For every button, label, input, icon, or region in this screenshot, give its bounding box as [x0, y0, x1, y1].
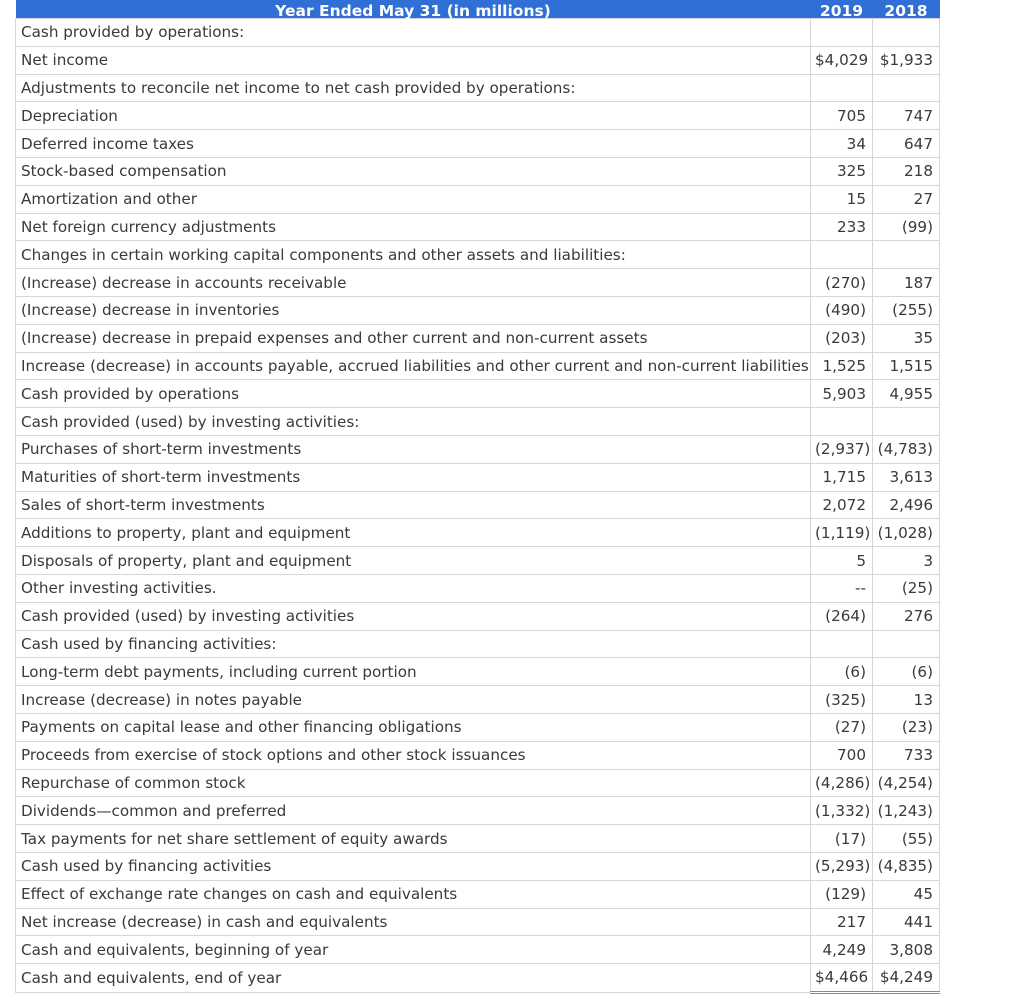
- value-2019: (129): [811, 880, 873, 908]
- table-row: [16, 741, 940, 769]
- value-2018: $1,933: [873, 46, 940, 74]
- row-label: Cash provided by operations:: [16, 19, 811, 47]
- cash-flow-table: [15, 0, 940, 994]
- value-2019: 325: [811, 157, 873, 185]
- value-2018: (1,028): [873, 519, 940, 547]
- table-row: [16, 686, 940, 714]
- value-2019: [811, 74, 873, 102]
- table-row: [16, 825, 940, 853]
- value-2018: 2,496: [873, 491, 940, 519]
- value-2018: 45: [873, 880, 940, 908]
- value-2018: 3,613: [873, 463, 940, 491]
- value-2018: 187: [873, 269, 940, 297]
- row-label: (Increase) decrease in inventories: [16, 296, 811, 324]
- row-label: Depreciation: [16, 102, 811, 130]
- table-row: [16, 797, 940, 825]
- row-label: Dividends—common and preferred: [16, 797, 811, 825]
- table-row: [16, 102, 940, 130]
- row-label: (Increase) decrease in accounts receivable: [16, 269, 811, 297]
- table-row: [16, 157, 940, 185]
- table-row: [16, 408, 940, 436]
- row-label: Cash provided by operations: [16, 380, 811, 408]
- row-label: Cash used by financing activities: [16, 852, 811, 880]
- value-2018: 3,808: [873, 936, 940, 964]
- value-2019: (1,332): [811, 797, 873, 825]
- table-row: [16, 213, 940, 241]
- value-2018: 733: [873, 741, 940, 769]
- row-label: Adjustments to reconcile net income to net cash provided by operations:: [16, 74, 811, 102]
- row-label: Purchases of short-term investments: [16, 435, 811, 463]
- table-row: [16, 852, 940, 880]
- table-row: [16, 769, 940, 797]
- row-label: Effect of exchange rate changes on cash and equivalents: [16, 880, 811, 908]
- value-2018: 27: [873, 185, 940, 213]
- value-2018: (4,835): [873, 852, 940, 880]
- row-label: (Increase) decrease in prepaid expenses and other current and non-current assets: [16, 324, 811, 352]
- row-label: Increase (decrease) in accounts payable, accrued liabilities and other current and non-current liabilities: [16, 352, 811, 380]
- value-2019: (5,293): [811, 852, 873, 880]
- table-row: [16, 74, 940, 102]
- row-label: Maturities of short-term investments: [16, 463, 811, 491]
- value-2018: (4,254): [873, 769, 940, 797]
- table-row: [16, 908, 940, 936]
- value-2018: (6): [873, 658, 940, 686]
- table-body: [16, 19, 940, 993]
- row-label: Other investing activities.: [16, 574, 811, 602]
- value-2018: 1,515: [873, 352, 940, 380]
- value-2019: [811, 241, 873, 269]
- row-label: Additions to property, plant and equipment: [16, 519, 811, 547]
- table-row: [16, 964, 940, 993]
- value-2019: 15: [811, 185, 873, 213]
- value-2019: 233: [811, 213, 873, 241]
- value-2019: (1,119): [811, 519, 873, 547]
- table-row: [16, 296, 940, 324]
- row-label: Cash provided (used) by investing activities:: [16, 408, 811, 436]
- table-row: [16, 630, 940, 658]
- header-year-2019: 2019: [811, 0, 873, 19]
- table-row: [16, 880, 940, 908]
- value-2019: --: [811, 574, 873, 602]
- row-label: Cash and equivalents, beginning of year: [16, 936, 811, 964]
- table-row: [16, 547, 940, 575]
- value-2019: (27): [811, 713, 873, 741]
- value-2018: 3: [873, 547, 940, 575]
- value-2019: (203): [811, 324, 873, 352]
- row-label: Net increase (decrease) in cash and equivalents: [16, 908, 811, 936]
- table-row: [16, 519, 940, 547]
- value-2019: $4,029: [811, 46, 873, 74]
- row-label: Repurchase of common stock: [16, 769, 811, 797]
- value-2018: [873, 241, 940, 269]
- value-2019: 5: [811, 547, 873, 575]
- value-2019: (2,937): [811, 435, 873, 463]
- value-2019: $4,466: [811, 964, 873, 993]
- table-row: [16, 185, 940, 213]
- value-2019: (325): [811, 686, 873, 714]
- header-row: [16, 0, 940, 19]
- row-label: Disposals of property, plant and equipment: [16, 547, 811, 575]
- table-row: [16, 713, 940, 741]
- table-row: [16, 46, 940, 74]
- table-row: [16, 324, 940, 352]
- value-2018: 13: [873, 686, 940, 714]
- row-label: Cash and equivalents, end of year: [16, 964, 811, 993]
- value-2018: 35: [873, 324, 940, 352]
- value-2018: [873, 19, 940, 47]
- row-label: Proceeds from exercise of stock options and other stock issuances: [16, 741, 811, 769]
- row-label: Net foreign currency adjustments: [16, 213, 811, 241]
- table-row: [16, 658, 940, 686]
- row-label: Amortization and other: [16, 185, 811, 213]
- row-label: Deferred income taxes: [16, 130, 811, 158]
- value-2019: (17): [811, 825, 873, 853]
- value-2019: 1,525: [811, 352, 873, 380]
- value-2019: 1,715: [811, 463, 873, 491]
- table-row: [16, 19, 940, 47]
- value-2018: 276: [873, 602, 940, 630]
- header-label: Year Ended May 31 (in millions): [16, 0, 811, 19]
- row-label: Increase (decrease) in notes payable: [16, 686, 811, 714]
- value-2019: (264): [811, 602, 873, 630]
- value-2019: (4,286): [811, 769, 873, 797]
- value-2018: (23): [873, 713, 940, 741]
- value-2019: 705: [811, 102, 873, 130]
- row-label: Tax payments for net share settlement of equity awards: [16, 825, 811, 853]
- table-row: [16, 380, 940, 408]
- value-2018: 4,955: [873, 380, 940, 408]
- value-2018: (1,243): [873, 797, 940, 825]
- value-2019: 2,072: [811, 491, 873, 519]
- value-2018: 747: [873, 102, 940, 130]
- value-2018: (25): [873, 574, 940, 602]
- value-2018: [873, 408, 940, 436]
- value-2018: (99): [873, 213, 940, 241]
- value-2018: (4,783): [873, 435, 940, 463]
- header-year-2018: 2018: [873, 0, 940, 19]
- value-2018: (255): [873, 296, 940, 324]
- value-2019: 34: [811, 130, 873, 158]
- value-2019: [811, 408, 873, 436]
- table-row: [16, 936, 940, 964]
- row-label: Changes in certain working capital components and other assets and liabilities:: [16, 241, 811, 269]
- value-2019: [811, 630, 873, 658]
- row-label: Sales of short-term investments: [16, 491, 811, 519]
- value-2019: 700: [811, 741, 873, 769]
- value-2019: (270): [811, 269, 873, 297]
- table-row: [16, 130, 940, 158]
- value-2019: (490): [811, 296, 873, 324]
- row-label: Cash used by financing activities:: [16, 630, 811, 658]
- value-2018: [873, 630, 940, 658]
- value-2018: (55): [873, 825, 940, 853]
- value-2018: $4,249: [873, 964, 940, 993]
- row-label: Net income: [16, 46, 811, 74]
- row-label: Payments on capital lease and other financing obligations: [16, 713, 811, 741]
- table-row: [16, 574, 940, 602]
- value-2018: 218: [873, 157, 940, 185]
- value-2018: 647: [873, 130, 940, 158]
- table-row: [16, 352, 940, 380]
- table-row: [16, 269, 940, 297]
- value-2019: 5,903: [811, 380, 873, 408]
- table-row: [16, 602, 940, 630]
- value-2019: [811, 19, 873, 47]
- value-2019: 217: [811, 908, 873, 936]
- value-2018: [873, 74, 940, 102]
- table-row: [16, 241, 940, 269]
- value-2018: 441: [873, 908, 940, 936]
- table-row: [16, 463, 940, 491]
- table-row: [16, 435, 940, 463]
- row-label: Stock-based compensation: [16, 157, 811, 185]
- table-row: [16, 491, 940, 519]
- row-label: Cash provided (used) by investing activities: [16, 602, 811, 630]
- cash-flow-statement: [15, 0, 939, 994]
- value-2019: 4,249: [811, 936, 873, 964]
- row-label: Long-term debt payments, including current portion: [16, 658, 811, 686]
- value-2019: (6): [811, 658, 873, 686]
